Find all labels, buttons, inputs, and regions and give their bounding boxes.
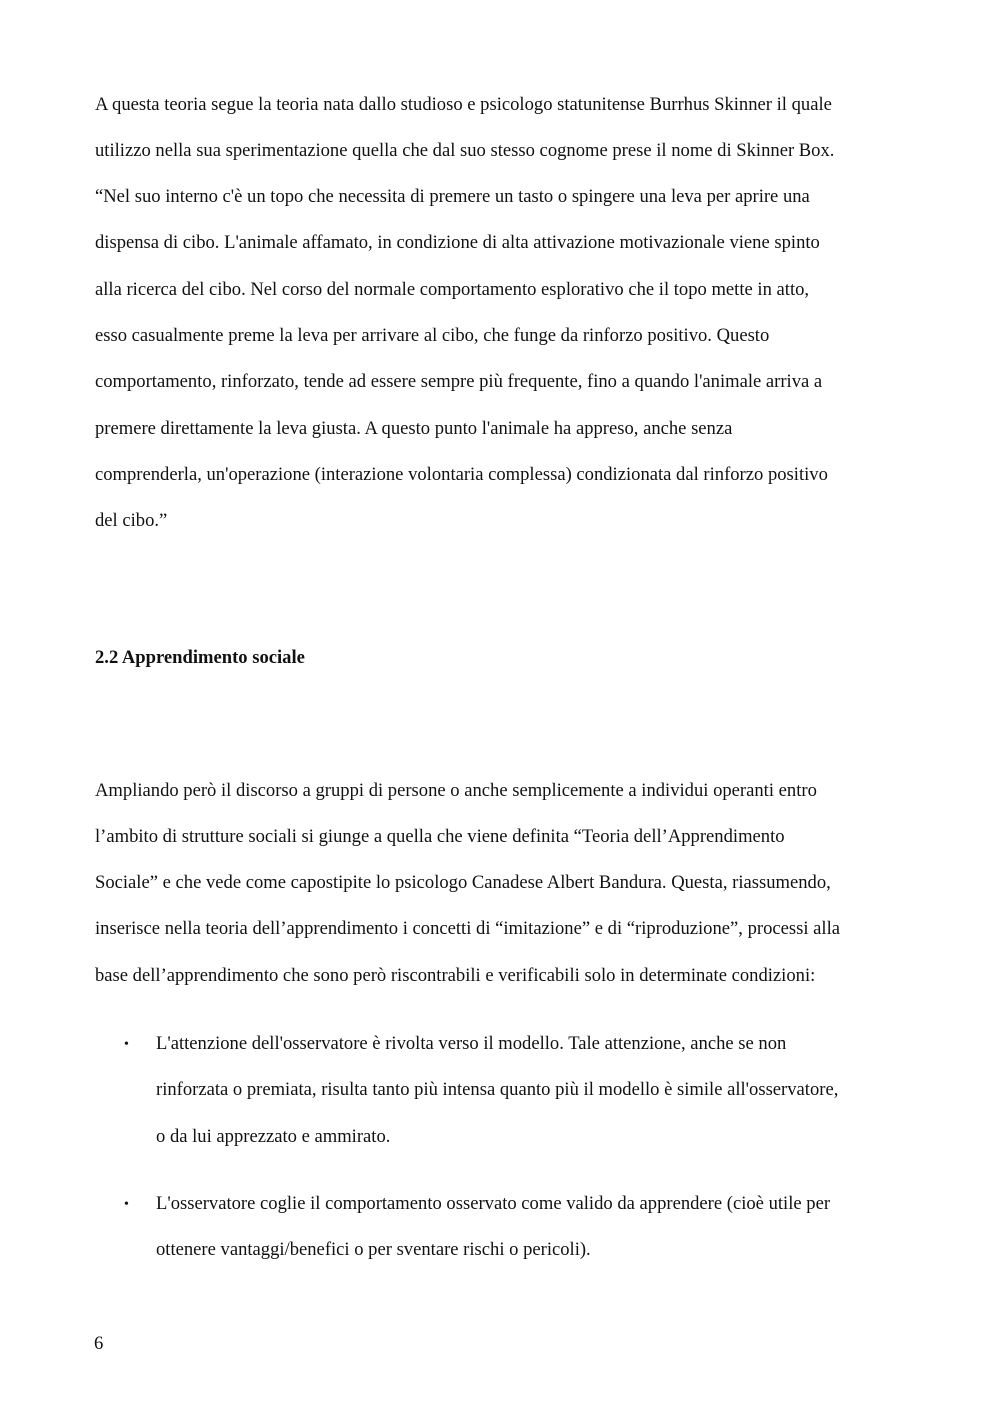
text-line: dispensa di cibo. L'animale affamato, in condizione di alta attivazione motivazionale viene spinto bbox=[95, 232, 820, 253]
text-line: “Nel suo interno c'è un topo che necessita di premere un tasto o spingere una leva per aprire una bbox=[95, 186, 810, 207]
bullet-icon: • bbox=[124, 1197, 129, 1212]
text-line: del cibo.” bbox=[95, 510, 168, 531]
text-line: esso casualmente preme la leva per arrivare al cibo, che funge da rinforzo positivo. Questo bbox=[95, 325, 770, 346]
text-line: A questa teoria segue la teoria nata dallo studioso e psicologo statunitense Burrhus Skinner il quale bbox=[95, 94, 832, 115]
text-line: o da lui apprezzato e ammirato. bbox=[156, 1126, 391, 1147]
text-line: utilizzo nella sua sperimentazione quella che dal suo stesso cognome prese il nome di Skinner Box. bbox=[95, 140, 835, 161]
section-heading: 2.2 Apprendimento sociale bbox=[95, 647, 305, 668]
text-line: comportamento, rinforzato, tende ad essere sempre più frequente, fino a quando l'animale arriva a bbox=[95, 371, 823, 392]
text-line: comprenderla, un'operazione (interazione volontaria complessa) condizionata dal rinforzo positivo bbox=[95, 464, 828, 485]
bullet-icon: • bbox=[124, 1037, 129, 1052]
text-line: l’ambito di strutture sociali si giunge a quella che viene definita “Teoria dell’Apprendimento bbox=[95, 826, 785, 847]
text-line: L'osservatore coglie il comportamento osservato come valido da apprendere (cioè utile per bbox=[156, 1193, 831, 1214]
text-line: inserisce nella teoria dell’apprendimento i concetti di “imitazione” e di “riproduzione”, processi alla bbox=[95, 918, 840, 939]
page-number: 6 bbox=[94, 1333, 104, 1354]
text-line: rinforzata o premiata, risulta tanto più intensa quanto più il modello è simile all'osservatore, bbox=[156, 1079, 839, 1100]
text-line: base dell’apprendimento che sono però riscontrabili e verificabili solo in determinate condizioni: bbox=[95, 965, 816, 986]
text-line: L'attenzione dell'osservatore è rivolta verso il modello. Tale attenzione, anche se non bbox=[156, 1033, 787, 1054]
text-line: Ampliando però il discorso a gruppi di persone o anche semplicemente a individui operanti entro bbox=[95, 780, 817, 801]
text-line: Sociale” e che vede come capostipite lo psicologo Canadese Albert Bandura. Questa, riassumendo, bbox=[95, 872, 831, 893]
text-line: ottenere vantaggi/benefici o per sventare rischi o pericoli). bbox=[156, 1239, 591, 1260]
text-line: premere direttamente la leva giusta. A questo punto l'animale ha appreso, anche senza bbox=[95, 418, 733, 439]
text-line: alla ricerca del cibo. Nel corso del normale comportamento esplorativo che il topo mette in atto, bbox=[95, 279, 810, 300]
